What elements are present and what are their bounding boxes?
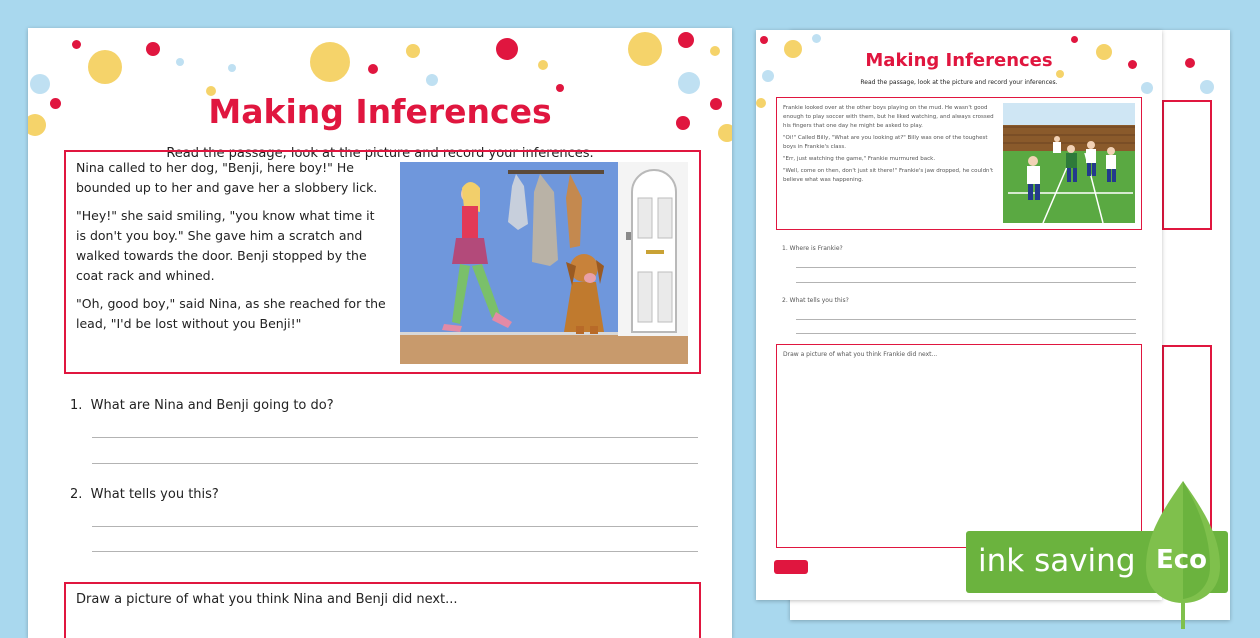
answer-line [92, 437, 698, 438]
decor-dot [710, 46, 720, 56]
passage-text [76, 158, 388, 342]
decor-dot [30, 74, 50, 94]
page-subtitle: Read the passage, look at the picture and record your inferences. [166, 146, 594, 161]
decor-dot [310, 42, 350, 82]
decor-dot [678, 32, 694, 48]
decor-dot [556, 84, 564, 92]
question-text: What tells you this? [90, 487, 219, 502]
passage-paragraph: "Oh, good boy," said Nina, as she reached for the lead, "I'd be lost without you Benji!" [76, 296, 386, 331]
decor-dot [146, 42, 160, 56]
second-worksheet-page [756, 30, 1162, 600]
passage-paragraph: "Err, just watching the game," Frankie murmured back. [783, 156, 936, 162]
second-sheet-title: Making Inferences [865, 50, 1053, 71]
passage-paragraph: "Oi!" Called Billy, "What are you looking at?" Billy was one of the toughest boys in Frankie's class. [783, 135, 988, 150]
second-sheet-draw-prompt: Draw a picture of what you think Frankie did next... [783, 351, 938, 358]
passage-paragraph: "Well, come on then, don't just sit there!" Frankie's jaw dropped, he couldn't believe what was happening. [783, 168, 994, 183]
decor-dot [1056, 70, 1064, 78]
passage-paragraph: Nina called to her dog, "Benji, here boy!" He bounded up to her and gave her a slobbery lick. [76, 160, 378, 195]
second-sheet-passage-box [776, 97, 1142, 230]
decor-dot [406, 44, 420, 58]
decor-dot [678, 72, 700, 94]
decor-dot [368, 64, 378, 74]
decor-dot [426, 74, 438, 86]
ink-saving-eco-badge [966, 531, 1228, 593]
question-text: What are Nina and Benji going to do? [90, 398, 334, 413]
answer-line [796, 333, 1136, 334]
decor-dot [228, 64, 236, 72]
decor-dot [496, 38, 518, 60]
question-2 [70, 487, 219, 502]
second-sheet-question-2 [782, 296, 849, 305]
answer-line [92, 463, 698, 464]
main-worksheet-page [28, 28, 732, 638]
second-sheet-draw-box [776, 344, 1142, 548]
decor-dot [88, 50, 122, 84]
soccer-field-illustration [1003, 103, 1135, 223]
decor-dot [756, 98, 766, 108]
decor-dot [812, 34, 821, 43]
question-number: 2. [70, 487, 83, 502]
draw-prompt: Draw a picture of what you think Nina and Benji did next... [76, 592, 458, 607]
question-number: 1. [782, 245, 788, 252]
answer-line [796, 319, 1136, 320]
answer-line [796, 267, 1136, 268]
passage-box [64, 150, 701, 374]
second-sheet-subtitle: Read the passage, look at the picture and record your inferences. [860, 79, 1058, 86]
question-1 [70, 398, 334, 413]
decor-dot [1200, 80, 1214, 94]
answer-line [92, 551, 698, 552]
answer-line [92, 526, 698, 527]
page-title: Making Inferences [208, 92, 552, 131]
decor-dot [760, 36, 768, 44]
second-sheet-question-1 [782, 244, 843, 253]
logo-icon [774, 560, 808, 574]
question-text: Where is Frankie? [789, 245, 843, 252]
question-text: What tells you this? [789, 297, 849, 304]
second-sheet-passage [783, 104, 995, 188]
passage-paragraph: Frankie looked over at the other boys playing on the mud. He wasn't good enough to play soccer with them, but he liked watching, and always crossed his fingers that one day he might be asked to play. [783, 105, 994, 129]
question-number: 2. [782, 297, 788, 304]
decor-dot [1071, 36, 1078, 43]
decor-dot [176, 58, 184, 66]
decor-dot [1185, 58, 1195, 68]
third-sheet-passage-box [1162, 100, 1212, 230]
eco-label: Eco [1156, 545, 1208, 575]
decor-dot [72, 40, 81, 49]
nina-and-dog-illustration [400, 162, 688, 364]
decor-dot [538, 60, 548, 70]
decor-dot [628, 32, 662, 66]
passage-paragraph: "Hey!" she said smiling, "you know what time it is don't you boy." She gave him a scratch and walked towards the door. Benji stopped by the coat rack and whined. [76, 208, 375, 283]
answer-line [796, 282, 1136, 283]
ink-saving-text: ink saving [978, 543, 1136, 579]
question-number: 1. [70, 398, 83, 413]
